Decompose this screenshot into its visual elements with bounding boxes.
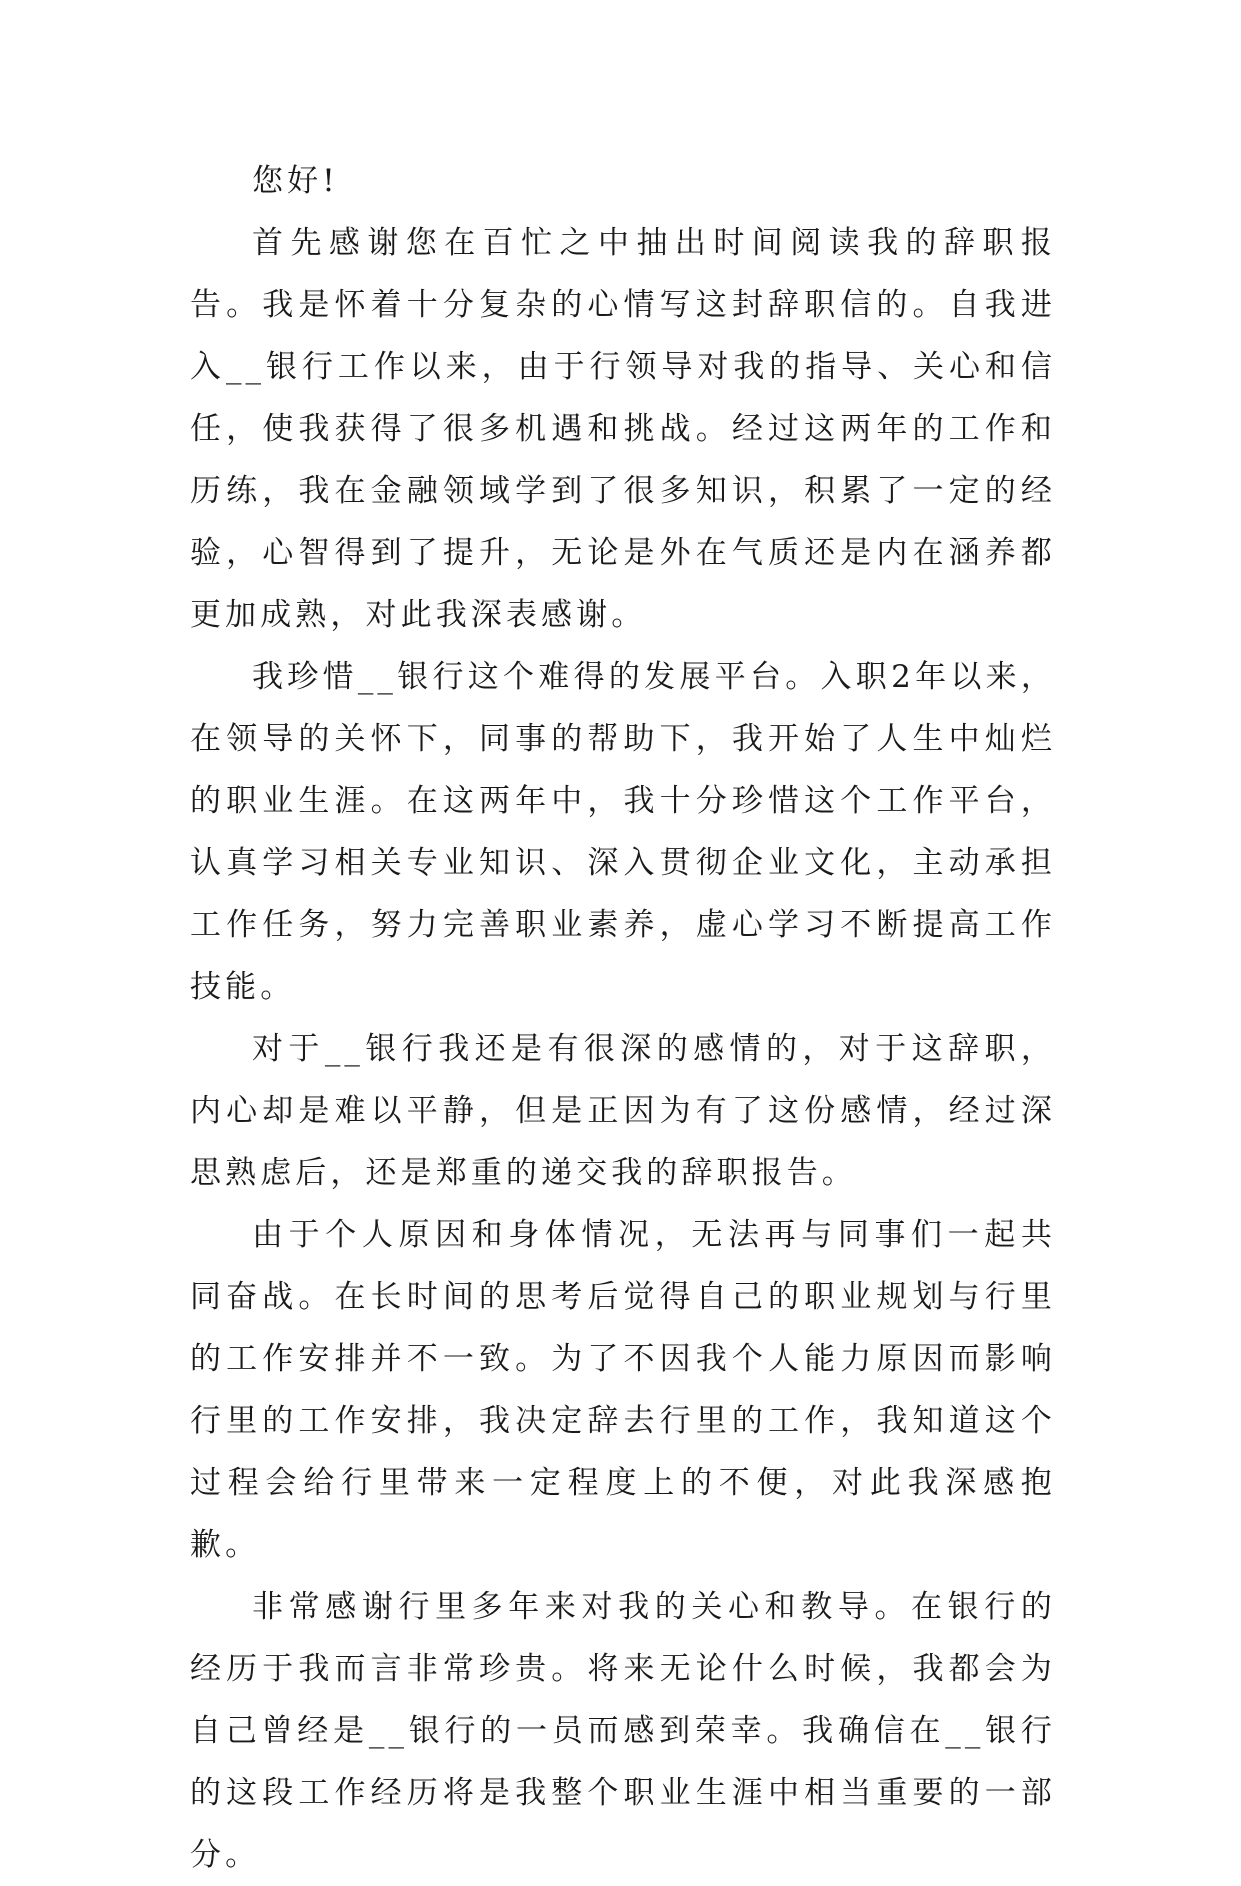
letter-body: [190, 150, 1056, 1886]
paragraph-gratitude: 非常感谢行里多年来对我的关心和教导。在银行的经历于我而言非常珍贵。将来无论什么时候，我都会为自己曾经是__银行的一员而感到荣幸。我确信在__银行的这段工作经历将是我整个职业生涯中相当重要的一部分。: [190, 1589, 1056, 1873]
paragraph-cherish-platform: 我珍惜__银行这个难得的发展平台。入职2年以来，在领导的关怀下，同事的帮助下，我开始了人生中灿烂的职业生涯。在这两年中，我十分珍惜这个工作平台，认真学习相关专业知识、深入贯彻企业文化，主动承担工作任务，努力完善职业素养，虚心学习不断提高工作技能。: [190, 659, 1056, 1005]
paragraph-feelings: 对于__银行我还是有很深的感情的，对于这辞职，内心却是难以平静，但是正因为有了这份感情，经过深思熟虑后，还是郑重的递交我的辞职报告。: [190, 1031, 1056, 1191]
paragraph-reasons: 由于个人原因和身体情况，无法再与同事们一起共同奋战。在长时间的思考后觉得自己的职业规划与行里的工作安排并不一致。为了不因我个人能力原因而影响行里的工作安排，我决定辞去行里的工作，我知道这个过程会给行里带来一定程度上的不便，对此我深感抱歉。: [190, 1217, 1056, 1563]
paragraph-thanks: 首先感谢您在百忙之中抽出时间阅读我的辞职报告。我是怀着十分复杂的心情写这封辞职信的。自我进入__银行工作以来，由于行领导对我的指导、关心和信任，使我获得了很多机遇和挑战。经过这两年的工作和历练，我在金融领域学到了很多知识，积累了一定的经验，心智得到了提升，无论是外在气质还是内在涵养都更加成熟，对此我深表感谢。: [190, 225, 1056, 633]
salutation: 您好!: [252, 163, 339, 199]
